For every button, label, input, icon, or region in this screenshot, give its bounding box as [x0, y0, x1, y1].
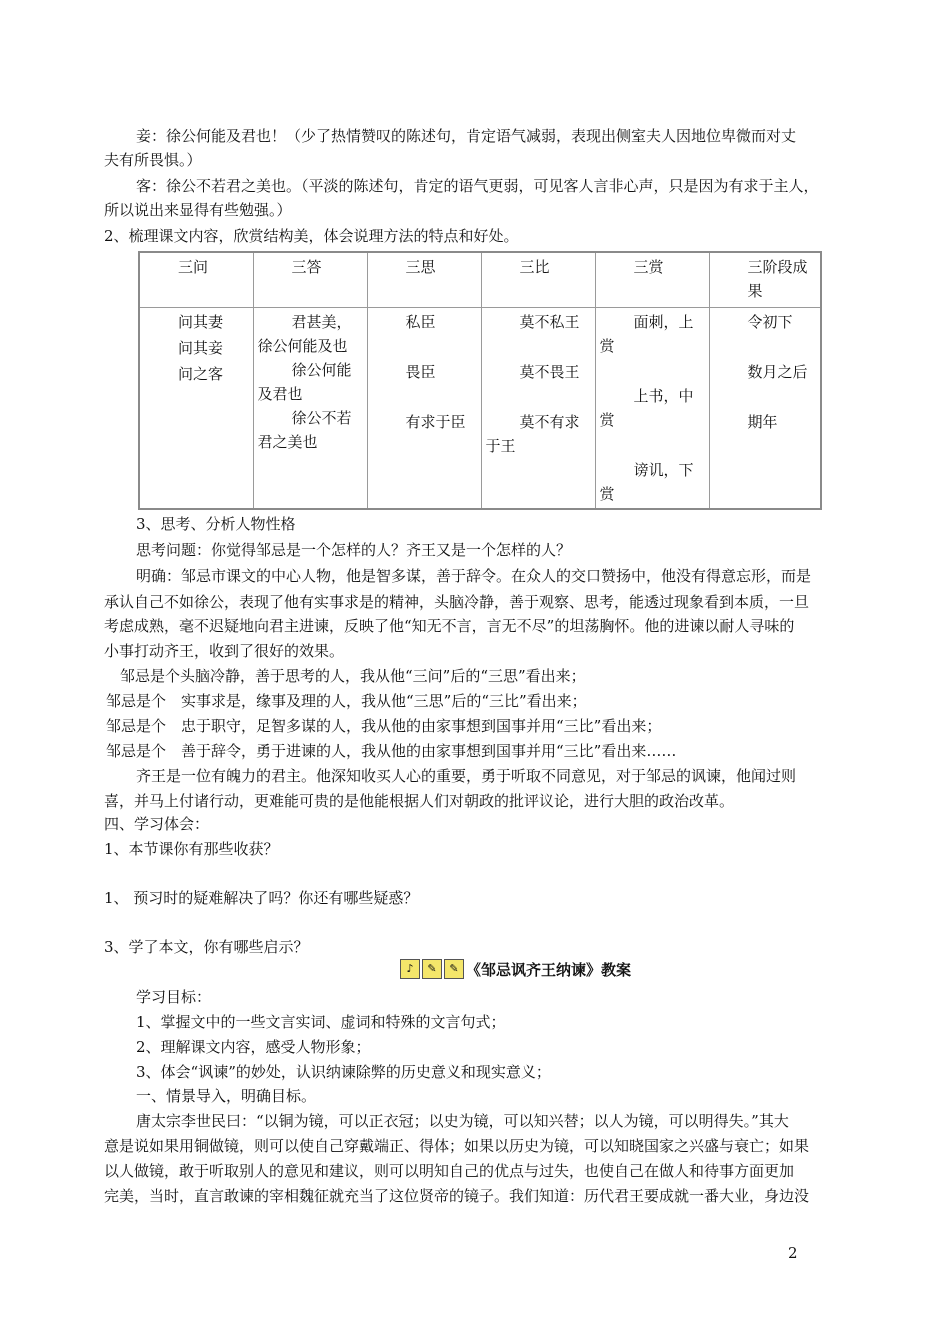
- table-header-cell: 三阶段成果: [709, 252, 821, 308]
- cell-text: 畏臣: [405, 363, 436, 381]
- cell-text: 上书，中赏: [599, 387, 694, 429]
- table-cell: [139, 308, 253, 510]
- cell-text: 问其妾: [178, 339, 224, 357]
- table-cell: [709, 308, 821, 510]
- text-line: 邹忌是个 善于辞令，勇于进谏的人，我从他的由家事想到国事并用“三比”看出来……: [106, 742, 677, 760]
- page-number: 2: [788, 1244, 798, 1262]
- text-line: 3、体会“讽谏”的妙处，认识纳谏除弊的历史意义和现实意义；: [136, 1063, 551, 1081]
- text-line: 喜，并马上付诸行动，更难能可贵的是他能根据人们对朝政的批评议论，进行大胆的政治改革。: [104, 792, 735, 810]
- text-line: 思考问题：你觉得邹忌是一个怎样的人？齐王又是一个怎样的人？: [136, 541, 572, 559]
- text-line: 邹忌是个 实事求是，缘事及理的人，我从他“三思”后的“三比”看出来；: [106, 692, 587, 710]
- text-line: 邹忌是个头脑冷静，善于思考的人，我从他“三问”后的“三思”看出来；: [120, 667, 586, 685]
- table-header-cell: 三比: [481, 252, 595, 308]
- text-line: 明确：邹忌市课文的中心人物，他是智多谋，善于辞令。在众人的交口赞扬中，他没有得意忘形，而是: [136, 567, 812, 585]
- cell-text: 私臣: [405, 313, 436, 331]
- table-cell: [481, 308, 595, 510]
- cell-text: 徐公何能及君也: [257, 361, 352, 403]
- table-row: [139, 308, 821, 510]
- cell-text: 期年: [747, 413, 778, 431]
- cell-text: 面刺，上赏: [599, 313, 694, 355]
- cell-text: 问之客: [178, 365, 224, 383]
- text-line: 妾：徐公何能及君也！（少了热情赞叹的陈述句，肯定语气减弱，表现出侧室夫人因地位卑微而对丈: [136, 127, 797, 145]
- cell-text: 君甚美，徐公何能及也: [257, 313, 352, 355]
- text-line: 1、掌握文中的一些文言实词、虚词和特殊的文言句式；: [136, 1013, 506, 1031]
- text-line: 意是说如果用铜做镜，则可以使自己穿戴端正、得体；如果以历史为镜，可以知晓国家之兴盛与衰亡；如果: [104, 1137, 810, 1155]
- text-line: 夫有所畏惧。）: [104, 151, 202, 169]
- section-heading: 2、梳理课文内容，欣赏结构美，体会说理方法的特点和好处。: [104, 227, 519, 245]
- sound-icon: ♪: [400, 959, 420, 979]
- text-line: 3、学了本文，你有哪些启示？: [104, 938, 309, 956]
- edit-icon: ✎: [422, 959, 442, 979]
- lesson-plan-title: [400, 956, 631, 982]
- table-header-cell: 三答: [253, 252, 367, 308]
- text-line: 1、 预习时的疑难解决了吗？你还有哪些疑惑？: [104, 889, 419, 907]
- table-cell: [595, 308, 709, 510]
- table-header-row: [139, 252, 821, 308]
- section-heading: 一、情景导入，明确目标。: [136, 1087, 317, 1105]
- text-line: 2、理解课文内容，感受人物形象；: [136, 1038, 371, 1056]
- text-line: 学习目标：: [136, 988, 212, 1006]
- cell-text: 莫不私王: [519, 313, 580, 331]
- text-line: 邹忌是个 忠于职守，足智多谋的人，我从他的由家事想到国事并用“三比”看出来；: [106, 717, 662, 735]
- table-header-cell: 三问: [139, 252, 253, 308]
- cell-text: 有求于臣: [405, 413, 466, 431]
- cell-text: 莫不畏王: [519, 363, 580, 381]
- text-line: 完美，当时，直言敢谏的宰相魏征就充当了这位贤帝的镜子。我们知道：历代君王要成就一番大业，身边没: [104, 1187, 810, 1205]
- text-line: 所以说出来显得有些勉强。）: [104, 201, 292, 219]
- cell-text: 谤讥，下赏: [599, 461, 694, 503]
- table-header-cell: 三赏: [595, 252, 709, 308]
- table-header-cell: 三思: [367, 252, 481, 308]
- title-text: 《邹忌讽齐王纳谏》教案: [466, 960, 632, 979]
- text-line: 以人做镜，敢于听取别人的意见和建议，则可以明知自己的优点与过失，也使自己在做人和待事方面更加: [104, 1162, 795, 1180]
- cell-text: 问其妻: [178, 313, 224, 331]
- text-line: 客：徐公不若君之美也。（平淡的陈述句，肯定的语气更弱，可见客人言非心声，只是因为有求于主人，: [136, 177, 819, 195]
- cell-text: 数月之后: [747, 363, 808, 381]
- text-line: 小事打动齐王，收到了很好的效果。: [104, 642, 345, 660]
- text-line: 考虑成熟，毫不迟疑地向君主进谏，反映了他“知无不言，言无不尽”的坦荡胸怀。他的进谏以耐人寻味的: [104, 617, 795, 635]
- cell-text: 莫不有求于王: [485, 413, 580, 455]
- text-line: 承认自己不如徐公，表现了他有实事求是的精神，头脑冷静，善于观察、思考，能透过现象看到本质，一旦: [104, 593, 810, 611]
- cell-text: 徐公不若君之美也: [257, 409, 352, 451]
- text-line: 1、本节课你有那些收获？: [104, 840, 279, 858]
- edit-icon: ✎: [444, 959, 464, 979]
- cell-text: 令初下: [747, 313, 793, 331]
- section-heading: 四、学习体会：: [104, 815, 210, 833]
- text-line: 齐王是一位有魄力的君主。他深知收买人心的重要，勇于听取不同意见，对于邹忌的讽谏，他闻过则: [136, 767, 797, 785]
- text-line: 唐太宗李世民曰：“以铜为镜，可以正衣冠；以史为镜，可以知兴替；以人为镜，可以明得失。”其大: [136, 1112, 789, 1130]
- section-heading: 3、思考、分析人物性格: [136, 515, 296, 533]
- structure-table: [138, 251, 822, 510]
- table-cell: [367, 308, 481, 510]
- table-cell: [253, 308, 367, 510]
